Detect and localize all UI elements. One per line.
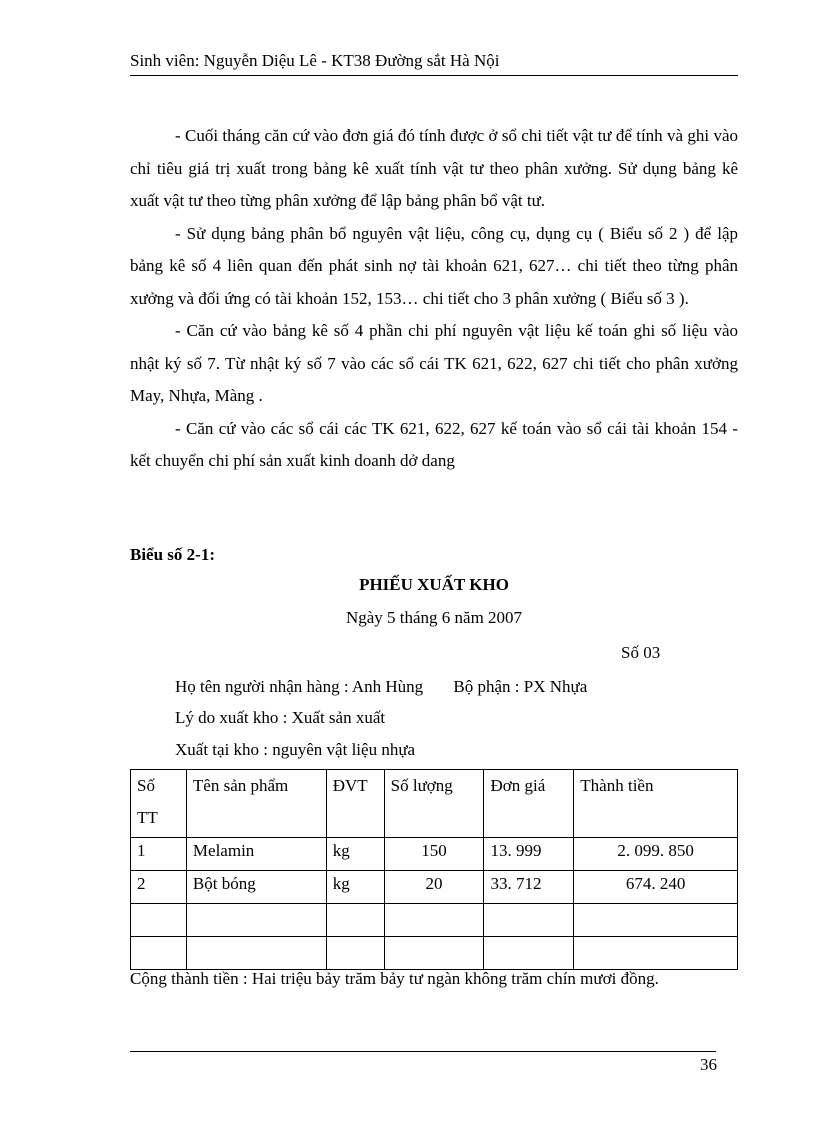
table-row — [131, 871, 738, 904]
slip-date: Ngày 5 tháng 6 năm 2007 — [345, 608, 523, 627]
table-row-empty — [131, 904, 738, 937]
cell-stt: 2 — [131, 871, 187, 904]
cell-unit: kg — [326, 838, 384, 871]
cell-stt: 1 — [131, 838, 187, 871]
col-stt-line2: TT — [137, 808, 158, 827]
slip-number: Số 03 — [621, 643, 661, 662]
paragraph: - Cuối tháng căn cứ vào đơn giá đó tính được ở sổ chi tiết vật tư để tính và ghi vào chỉ tiêu giá trị xuất trong bảng kê xuất tính vật tư theo phân xưởng. Sử dụng bảng kê xuất vật tư theo từng phân xưởng để lập bảng phân bổ vật tư. — [130, 126, 738, 210]
page-number: 36 — [700, 1055, 717, 1074]
cell-price: 33. 712 — [484, 871, 574, 904]
cell-product: Bột bóng — [186, 871, 326, 904]
col-stt-line1: Số — [137, 776, 155, 795]
issue-slip-table — [130, 769, 738, 970]
paragraph: - Căn cứ vào bảng kê số 4 phần chi phí nguyên vật liệu kế toán ghi số liệu vào nhật ký số 7. Từ nhật ký số 7 vào các sổ cái TK 621, 622, 627 chi tiết cho phân xưởng May, Nhựa, Màng . — [130, 321, 738, 405]
col-product: Tên sản phẩm — [186, 770, 326, 838]
slip-title: PHIẾU XUẤT KHO — [359, 575, 509, 594]
cell-product: Melamin — [186, 838, 326, 871]
total-in-words: Cộng thành tiền : Hai triệu bảy trăm bảy tư ngàn không trăm chín mươi đồng. — [130, 969, 659, 988]
col-stt — [131, 770, 187, 838]
col-quantity: Số lượng — [384, 770, 484, 838]
table-row — [131, 838, 738, 871]
footer-divider — [130, 1051, 716, 1052]
receiver: Họ tên người nhận hàng : Anh Hùng — [175, 677, 424, 696]
paragraph: - Căn cứ vào các sổ cái các TK 621, 622, 627 kế toán vào sổ cái tài khoản 154 - kết chuyển chi phí sản xuất kinh doanh dở dang — [130, 418, 738, 470]
figure-label: Biểu số 2-1: — [130, 545, 215, 564]
table-row-empty — [131, 937, 738, 970]
receiver-line — [175, 677, 587, 697]
col-amount: Thành tiền — [574, 770, 738, 838]
cell-amount: 2. 099. 850 — [574, 838, 738, 871]
col-unit: ĐVT — [326, 770, 384, 838]
paragraph: - Sử dụng bảng phân bổ nguyên vật liệu, công cụ, dụng cụ ( Biểu số 2 ) để lập bảng kê số 4 liên quan đến phát sinh nợ tài khoản 621, 627… chi tiết theo từng phân xưởng và đối ứng có tài khoản 152, 153… chi tiết cho 3 phân xưởng ( Biểu số 3 ). — [130, 223, 738, 308]
col-price: Đơn giá — [484, 770, 574, 838]
department: Bộ phận : PX Nhựa — [453, 677, 588, 696]
cell-price: 13. 999 — [484, 838, 574, 871]
cell-quantity: 150 — [384, 838, 484, 871]
cell-amount: 674. 240 — [574, 871, 738, 904]
cell-unit: kg — [326, 871, 384, 904]
body-text — [130, 120, 738, 478]
cell-quantity: 20 — [384, 871, 484, 904]
reason: Lý do xuất kho : Xuất sản xuất — [175, 708, 386, 727]
warehouse: Xuất tại kho : nguyên vật liệu nhựa — [175, 740, 416, 759]
page-header: Sinh viên: Nguyễn Diệu Lê - KT38 Đường sắt Hà Nội — [130, 50, 738, 76]
table-header-row — [131, 770, 738, 838]
